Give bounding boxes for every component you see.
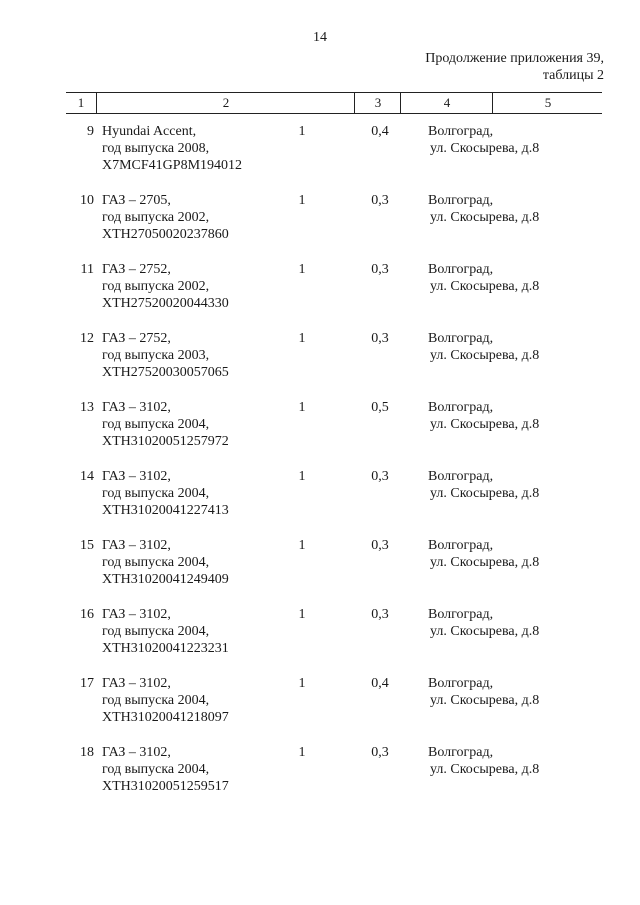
vehicle-model: ГАЗ – 2752,: [102, 331, 171, 346]
vehicle-vin: XTH27520020044330: [102, 296, 229, 311]
table-row: [0, 744, 640, 813]
vehicle-year: год выпуска 2008,: [102, 141, 210, 156]
quantity: 1: [298, 331, 306, 346]
vehicle-model: ГАЗ – 3102,: [102, 745, 171, 760]
value: 0,3: [371, 538, 389, 553]
value: 0,3: [371, 331, 389, 346]
vehicle-model: ГАЗ – 2705,: [102, 193, 171, 208]
address-city: Волгоград,: [428, 193, 494, 208]
address-city: Волгоград,: [428, 331, 494, 346]
quantity: 1: [298, 538, 306, 553]
caption-line-2: таблицы 2: [542, 68, 604, 83]
table-row: [0, 123, 640, 192]
address: [428, 261, 598, 295]
quantity: 1: [298, 400, 306, 415]
address: [428, 675, 598, 709]
value: 0,4: [371, 676, 389, 691]
address-street: ул. Скосырева, д.8: [430, 279, 540, 294]
table-header: [66, 92, 602, 114]
row-number: 11: [80, 262, 94, 277]
address-street: ул. Скосырева, д.8: [430, 762, 540, 777]
table-row: [0, 192, 640, 261]
vehicle-description: [102, 261, 292, 312]
address-street: ул. Скосырева, д.8: [430, 141, 540, 156]
vehicle-year: год выпуска 2004,: [102, 555, 210, 570]
value: 0,3: [371, 745, 389, 760]
table-body: [0, 123, 640, 813]
vehicle-description: [102, 537, 292, 588]
quantity: 1: [298, 193, 306, 208]
vehicle-model: ГАЗ – 3102,: [102, 607, 171, 622]
vehicle-model: ГАЗ – 3102,: [102, 676, 171, 691]
vehicle-year: год выпуска 2002,: [102, 210, 210, 225]
vehicle-description: [102, 123, 292, 174]
column-header-3: 3: [354, 93, 401, 113]
address-street: ул. Скосырева, д.8: [430, 624, 540, 639]
row-number: 13: [80, 400, 94, 415]
vehicle-vin: XTH31020041249409: [102, 572, 229, 587]
table-caption: [425, 50, 604, 84]
vehicle-model: Hyundai Accent,: [102, 124, 197, 139]
quantity: 1: [298, 676, 306, 691]
vehicle-vin: XTH31020041227413: [102, 503, 229, 518]
address: [428, 468, 598, 502]
vehicle-vin: XTH31020051259517: [102, 779, 229, 794]
vehicle-vin: XTH31020051257972: [102, 434, 229, 449]
address-street: ул. Скосырева, д.8: [430, 555, 540, 570]
table-row: [0, 468, 640, 537]
address-city: Волгоград,: [428, 469, 494, 484]
address: [428, 192, 598, 226]
address: [428, 606, 598, 640]
row-number: 12: [80, 331, 94, 346]
vehicle-model: ГАЗ – 3102,: [102, 469, 171, 484]
vehicle-vin: XTH27520030057065: [102, 365, 229, 380]
address-street: ул. Скосырева, д.8: [430, 210, 540, 225]
column-header-1: 1: [77, 95, 85, 110]
address-city: Волгоград,: [428, 745, 494, 760]
value: 0,4: [371, 124, 389, 139]
row-number: 16: [80, 607, 94, 622]
quantity: 1: [298, 607, 306, 622]
vehicle-description: [102, 675, 292, 726]
column-header-2: 2: [96, 93, 355, 113]
value: 0,3: [371, 469, 389, 484]
quantity: 1: [298, 124, 306, 139]
vehicle-year: год выпуска 2003,: [102, 348, 210, 363]
vehicle-description: [102, 330, 292, 381]
vehicle-description: [102, 468, 292, 519]
quantity: 1: [298, 469, 306, 484]
table-row: [0, 330, 640, 399]
column-header-4: 4: [400, 93, 493, 113]
value: 0,3: [371, 193, 389, 208]
address-street: ул. Скосырева, д.8: [430, 486, 540, 501]
vehicle-year: год выпуска 2002,: [102, 279, 210, 294]
table-row: [0, 261, 640, 330]
quantity: 1: [298, 262, 306, 277]
address-city: Волгоград,: [428, 262, 494, 277]
address: [428, 123, 598, 157]
address-city: Волгоград,: [428, 400, 494, 415]
vehicle-vin: X7MCF41GP8M194012: [102, 158, 243, 173]
address-city: Волгоград,: [428, 607, 494, 622]
address-city: Волгоград,: [428, 676, 494, 691]
page-number: 14: [313, 30, 327, 45]
vehicle-vin: XTH27050020237860: [102, 227, 229, 242]
vehicle-description: [102, 192, 292, 243]
vehicle-year: год выпуска 2004,: [102, 693, 210, 708]
vehicle-model: ГАЗ – 3102,: [102, 538, 171, 553]
vehicle-vin: XTH31020041223231: [102, 641, 229, 656]
row-number: 14: [80, 469, 94, 484]
row-number: 18: [80, 745, 94, 760]
address: [428, 330, 598, 364]
column-header-5: 5: [492, 93, 603, 113]
vehicle-model: ГАЗ – 2752,: [102, 262, 171, 277]
row-number: 15: [80, 538, 94, 553]
vehicle-vin: XTH31020041218097: [102, 710, 229, 725]
value: 0,3: [371, 262, 389, 277]
value: 0,5: [371, 400, 389, 415]
address-street: ул. Скосырева, д.8: [430, 348, 540, 363]
vehicle-description: [102, 606, 292, 657]
caption-line-1: Продолжение приложения 39,: [425, 51, 604, 66]
address-city: Волгоград,: [428, 538, 494, 553]
row-number: 10: [80, 193, 94, 208]
address-city: Волгоград,: [428, 124, 494, 139]
row-number: 17: [80, 676, 94, 691]
value: 0,3: [371, 607, 389, 622]
table-row: [0, 537, 640, 606]
vehicle-model: ГАЗ – 3102,: [102, 400, 171, 415]
table-row: [0, 606, 640, 675]
vehicle-year: год выпуска 2004,: [102, 624, 210, 639]
address-street: ул. Скосырева, д.8: [430, 417, 540, 432]
address: [428, 399, 598, 433]
table-row: [0, 675, 640, 744]
row-number: 9: [87, 124, 94, 139]
vehicle-description: [102, 744, 292, 795]
quantity: 1: [298, 745, 306, 760]
table-row: [0, 399, 640, 468]
address: [428, 744, 598, 778]
vehicle-year: год выпуска 2004,: [102, 762, 210, 777]
address: [428, 537, 598, 571]
vehicle-year: год выпуска 2004,: [102, 486, 210, 501]
vehicle-description: [102, 399, 292, 450]
address-street: ул. Скосырева, д.8: [430, 693, 540, 708]
vehicle-year: год выпуска 2004,: [102, 417, 210, 432]
